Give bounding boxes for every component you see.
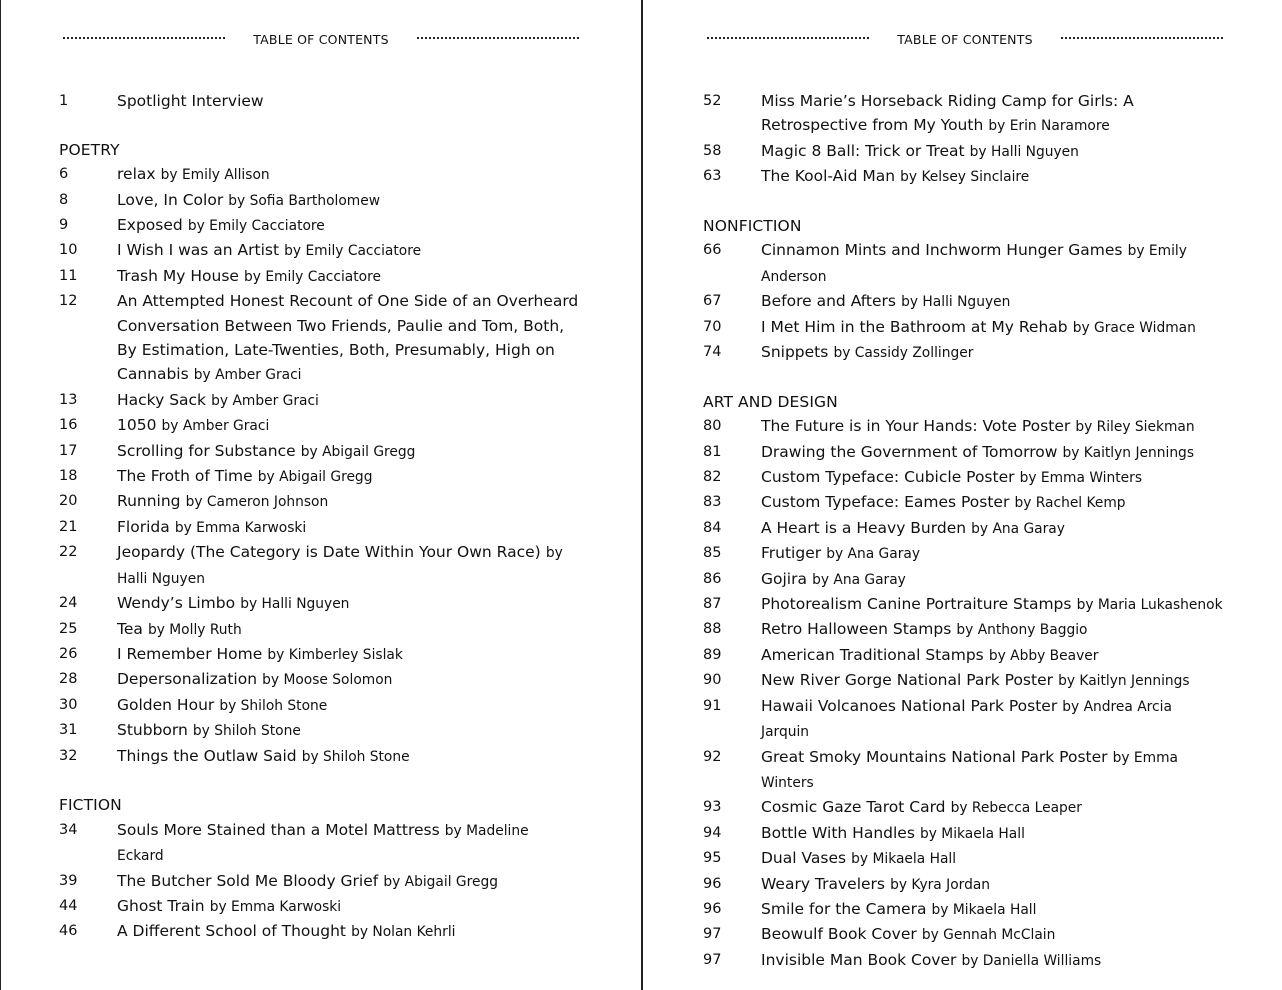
entry-author: by Emily Anderson <box>761 243 1187 285</box>
page-number: 80 <box>703 418 722 435</box>
entry-author: by Emma Winters <box>1019 470 1143 487</box>
page-number: 97 <box>703 951 722 968</box>
entry-author: by Abby Beaver <box>988 647 1099 664</box>
entry-text <box>117 693 579 718</box>
section-heading: ART AND DESIGN <box>703 392 838 411</box>
toc-entry[interactable] <box>59 617 579 642</box>
entry-text <box>761 846 1223 871</box>
entry-title: A Different School of Thought <box>117 922 346 941</box>
entry-text <box>117 188 579 213</box>
dotted-rule-right <box>1061 37 1223 39</box>
section-spacer <box>703 190 1223 214</box>
page-number: 25 <box>59 620 78 637</box>
page-number: 91 <box>703 697 722 714</box>
entry-title: Before and Afters <box>761 292 896 311</box>
page-number: 96 <box>703 875 722 892</box>
entry-title: Retro Halloween Stamps <box>761 620 952 639</box>
entry-author: by Amber Graci <box>211 392 319 409</box>
entry-author: by Erin Naramore <box>988 118 1110 135</box>
entry-text <box>117 464 579 489</box>
toc-entry[interactable] <box>703 567 1223 592</box>
toc-entry[interactable] <box>703 922 1223 947</box>
entry-title: The Kool-Aid Man <box>761 167 896 186</box>
entry-text <box>761 872 1223 897</box>
page-number: 58 <box>703 142 722 159</box>
entry-title: The Butcher Sold Me Bloody Grief <box>117 871 379 890</box>
entry-title: An Attempted Honest Recount of One Side of an Overheard Conversation Between Two Friends, Paulie and Tom, Both, By Estimation, Late-Twenties, Both, Presumably, High on Cannabis <box>117 292 579 384</box>
entry-title: Miss Marie’s Horseback Riding Camp for Girls: A Retrospective from My Youth <box>761 92 1134 135</box>
entry-text <box>117 540 579 591</box>
section-heading: FICTION <box>59 796 122 815</box>
entry-text <box>761 414 1223 439</box>
entry-text <box>117 162 579 187</box>
entry-text <box>117 894 579 919</box>
entry-text <box>761 541 1223 566</box>
entry-title: Spotlight Interview <box>117 92 264 110</box>
entry-author: by Molly Ruth <box>147 621 242 638</box>
entry-text <box>761 490 1223 515</box>
page-number: 46 <box>59 923 78 940</box>
entry-text <box>117 744 579 769</box>
entry-title: I Met Him in the Bathroom at My Rehab <box>761 317 1068 336</box>
toc-entry[interactable] <box>703 846 1223 871</box>
toc-header-left <box>63 30 579 48</box>
toc-entry[interactable] <box>59 388 579 413</box>
book-spine-divider <box>641 0 643 990</box>
toc-entry[interactable] <box>703 643 1223 668</box>
entry-author: by Abigail Gregg <box>383 873 498 890</box>
entry-title: Love, In Color <box>117 190 224 209</box>
page-number: 9 <box>59 217 69 233</box>
entry-title: The Froth of Time <box>117 467 253 486</box>
entry-title: Running <box>117 492 181 511</box>
toc-title: TABLE OF CONTENTS <box>253 31 389 47</box>
entry-author: by Abigail Gregg <box>300 443 416 460</box>
entry-title: Hawaii Volcanoes National Park Poster <box>761 696 1058 715</box>
page-number: 28 <box>59 671 78 688</box>
entry-author: by Mikaela Hall <box>851 851 957 868</box>
entry-author: by Emily Cacciatore <box>284 243 422 260</box>
entry-title: Dual Vases <box>761 849 847 868</box>
page-number: 6 <box>59 166 69 183</box>
toc-entry[interactable] <box>703 238 1223 289</box>
entry-text <box>117 617 579 642</box>
entry-text <box>761 897 1223 922</box>
toc-entry[interactable] <box>59 869 579 894</box>
entry-author: by Rebecca Leaper <box>950 800 1082 817</box>
entry-author: by Halli Nguyen <box>117 545 563 587</box>
toc-entry[interactable] <box>703 315 1223 340</box>
toc-entry[interactable] <box>703 592 1223 617</box>
page-number: 93 <box>703 799 722 816</box>
entry-text <box>761 922 1223 947</box>
toc-entry[interactable] <box>703 89 1223 139</box>
toc-entry[interactable] <box>703 440 1223 465</box>
toc-entry[interactable] <box>59 540 579 591</box>
toc-entry[interactable] <box>703 795 1223 820</box>
entry-author: by Cassidy Zollinger <box>833 345 974 362</box>
entry-title: Florida <box>117 517 170 536</box>
toc-entry[interactable] <box>59 439 579 464</box>
toc-entry[interactable] <box>59 642 579 667</box>
page-number: 44 <box>59 897 78 914</box>
entry-author: by Emma Winters <box>761 749 1178 791</box>
entry-title: Tea <box>117 619 143 638</box>
entry-text <box>117 89 579 113</box>
entry-text <box>117 238 579 263</box>
entry-title: Bottle With Handles <box>761 823 915 842</box>
entry-author: by Ana Garay <box>826 546 920 563</box>
entry-text <box>117 413 579 438</box>
page-number: 34 <box>59 821 78 838</box>
entry-title: I Wish I was an Artist <box>117 241 280 260</box>
page-number: 26 <box>59 645 78 662</box>
page-number: 1 <box>59 93 69 109</box>
toc-list-left <box>59 89 579 945</box>
page-number: 96 <box>703 900 722 917</box>
toc-entry[interactable] <box>703 414 1223 439</box>
page-number: 82 <box>703 469 722 486</box>
page-number: 12 <box>59 293 78 310</box>
dotted-rule-left <box>63 37 225 39</box>
toc-entry[interactable] <box>703 139 1223 164</box>
entry-text <box>761 340 1223 365</box>
section-heading: NONFICTION <box>703 217 802 236</box>
dotted-rule-right <box>417 37 579 39</box>
entry-author: by Rachel Kemp <box>1014 495 1126 512</box>
toc-entry[interactable] <box>59 413 579 438</box>
toc-list-right <box>703 89 1223 973</box>
entry-title: American Traditional Stamps <box>761 645 984 664</box>
entry-text <box>117 388 579 413</box>
page-number: 24 <box>59 595 78 612</box>
entry-text <box>117 642 579 667</box>
entry-text <box>761 89 1223 139</box>
toc-entry[interactable] <box>59 238 579 263</box>
entry-author: by Maria Lukashenok <box>1076 597 1223 614</box>
entry-author: by Halli Nguyen <box>240 596 350 613</box>
entry-author: by Kaitlyn Jennings <box>1062 444 1195 461</box>
entry-text <box>761 238 1223 289</box>
page-number: 13 <box>59 391 78 408</box>
page-number: 16 <box>59 417 78 434</box>
entry-text <box>761 164 1223 189</box>
entry-title: Souls More Stained than a Motel Mattress <box>117 820 440 839</box>
entry-author: by Kelsey Sinclaire <box>900 169 1030 186</box>
toc-entry[interactable] <box>703 668 1223 693</box>
page-number: 83 <box>703 494 722 511</box>
right-page <box>703 0 1223 990</box>
toc-entry[interactable] <box>59 264 579 289</box>
toc-entry[interactable] <box>59 718 579 743</box>
toc-entry[interactable] <box>59 515 579 540</box>
entry-title: The Future is in Your Hands: Vote Poster <box>761 417 1071 436</box>
toc-entry[interactable] <box>59 693 579 718</box>
page-number: 63 <box>703 168 722 185</box>
entry-title: Beowulf Book Cover <box>761 925 917 944</box>
page-number: 32 <box>59 747 78 764</box>
entry-author: by Emily Allison <box>160 167 270 184</box>
entry-title: Exposed <box>117 216 183 234</box>
entry-title: Gojira <box>761 569 807 588</box>
entry-author: by Amber Graci <box>161 418 270 435</box>
entry-title: Jeopardy (The Category is Date Within Your Own Race) <box>117 543 541 562</box>
toc-entry[interactable] <box>703 821 1223 846</box>
entry-text <box>117 289 579 388</box>
entry-title: Great Smoky Mountains National Park Poster <box>761 747 1108 766</box>
toc-entry[interactable] <box>59 667 579 692</box>
entry-title: Weary Travelers <box>761 874 885 893</box>
page-number: 39 <box>59 872 78 889</box>
toc-entry[interactable] <box>59 89 579 113</box>
page-number: 92 <box>703 748 722 765</box>
page-number: 17 <box>59 442 78 459</box>
entry-author: by Shiloh Stone <box>301 748 410 765</box>
entry-text <box>761 315 1223 340</box>
section-spacer <box>59 769 579 793</box>
entry-title: Frutiger <box>761 544 822 563</box>
entry-title: Ghost Train <box>117 896 205 915</box>
page-number: 8 <box>59 191 69 208</box>
entry-author: by Anthony Baggio <box>956 622 1088 639</box>
entry-title: New River Gorge National Park Poster <box>761 671 1053 690</box>
entry-text <box>117 818 579 869</box>
page-number: 67 <box>703 293 722 310</box>
entry-title: 1050 <box>117 416 157 435</box>
entry-text <box>761 139 1223 164</box>
entry-author: by Shiloh Stone <box>192 723 301 740</box>
entry-author: by Cameron Johnson <box>185 494 329 511</box>
entry-author: by Kyra Jordan <box>890 876 991 893</box>
entry-author: by Ana Garay <box>971 520 1065 537</box>
entry-text <box>761 668 1223 693</box>
entry-title: Golden Hour <box>117 695 215 714</box>
entry-text <box>117 264 579 289</box>
entry-author: by Kimberley Sislak <box>267 646 403 663</box>
page-number: 30 <box>59 696 78 713</box>
page-number: 89 <box>703 646 722 663</box>
entry-author: by Riley Siekman <box>1075 419 1195 436</box>
entry-text <box>761 592 1223 617</box>
entry-text <box>761 795 1223 820</box>
entry-title: Magic 8 Ball: Trick or Treat <box>761 141 965 160</box>
toc-title: TABLE OF CONTENTS <box>897 31 1033 47</box>
entry-author: by Grace Widman <box>1072 319 1196 336</box>
page-number: 97 <box>703 926 722 943</box>
entry-author: by Madeline Eckard <box>117 822 529 865</box>
page-number: 52 <box>703 93 722 109</box>
page-number: 94 <box>703 824 722 841</box>
entry-author: by Daniella Williams <box>961 952 1102 969</box>
entry-author: by Nolan Kehrli <box>351 924 456 941</box>
toc-entry[interactable] <box>703 164 1223 189</box>
toc-entry[interactable] <box>703 465 1223 490</box>
toc-entry[interactable] <box>59 289 579 388</box>
entry-title: Things the Outlaw Said <box>117 746 297 765</box>
page-number: 18 <box>59 468 78 485</box>
entry-author: by Abigail Gregg <box>257 469 373 486</box>
entry-title: A Heart is a Heavy Burden <box>761 518 967 537</box>
entry-title: Smile for the Camera <box>761 899 927 918</box>
page-number: 87 <box>703 596 722 613</box>
page-number: 21 <box>59 518 78 535</box>
page-number: 70 <box>703 318 722 335</box>
entry-text <box>117 667 579 692</box>
entry-text <box>117 718 579 743</box>
page-number: 90 <box>703 672 722 689</box>
entry-text <box>117 489 579 514</box>
entry-text <box>761 694 1223 745</box>
entry-title: Depersonalization <box>117 670 258 689</box>
entry-title: Trash My House <box>117 266 239 285</box>
entry-author: by Gennah McClain <box>921 927 1056 944</box>
toc-entry[interactable] <box>703 541 1223 566</box>
entry-text <box>761 289 1223 314</box>
entry-title: I Remember Home <box>117 644 263 663</box>
toc-entry[interactable] <box>59 213 579 238</box>
toc-entry[interactable] <box>703 340 1223 365</box>
entry-author: by Emma Karwoski <box>209 898 342 915</box>
toc-entry[interactable] <box>703 694 1223 745</box>
entry-author: by Kaitlyn Jennings <box>1058 673 1190 690</box>
page-number: 11 <box>59 267 78 284</box>
toc-entry[interactable] <box>703 617 1223 642</box>
entry-text <box>761 617 1223 642</box>
entry-title: Stubborn <box>117 721 188 740</box>
page-edge-left <box>0 0 1 990</box>
entry-author: by Mikaela Hall <box>920 825 1025 842</box>
toc-entry[interactable] <box>59 489 579 514</box>
entry-title: Custom Typeface: Eames Poster <box>761 493 1010 512</box>
entry-text <box>117 591 579 616</box>
entry-title: Custom Typeface: Cubicle Poster <box>761 468 1015 487</box>
entry-title: Cinnamon Mints and Inchworm Hunger Games <box>761 241 1123 260</box>
left-page <box>59 0 579 990</box>
entry-title: Scrolling for Substance <box>117 441 296 460</box>
entry-author: by Emily Cacciatore <box>244 268 381 285</box>
section-spacer <box>59 113 579 137</box>
entry-text <box>761 948 1223 973</box>
toc-entry[interactable] <box>59 744 579 769</box>
entry-title: Wendy’s Limbo <box>117 594 236 613</box>
entry-title: Invisible Man Book Cover <box>761 950 957 969</box>
entry-author: by Mikaela Hall <box>931 901 1037 918</box>
page-number: 31 <box>59 722 78 739</box>
entry-text <box>117 919 579 944</box>
entry-author: by Emily Cacciatore <box>187 218 325 234</box>
page-number: 85 <box>703 545 722 562</box>
entry-text <box>117 869 579 894</box>
page-number: 20 <box>59 493 78 510</box>
page-number: 74 <box>703 344 722 361</box>
entry-title: Drawing the Government of Tomorrow <box>761 442 1058 461</box>
entry-text <box>761 440 1223 465</box>
entry-author: by Moose Solomon <box>262 672 393 689</box>
page-number: 81 <box>703 443 722 460</box>
toc-entry[interactable] <box>703 490 1223 515</box>
entry-author: by Andrea Arcia Jarquin <box>761 698 1172 741</box>
entry-text <box>761 465 1223 490</box>
entry-author: by Sofia Bartholomew <box>228 192 381 209</box>
toc-entry[interactable] <box>703 289 1223 314</box>
entry-text <box>761 821 1223 846</box>
toc-entry[interactable] <box>703 872 1223 897</box>
toc-entry[interactable] <box>59 919 579 944</box>
page-number: 95 <box>703 850 722 867</box>
toc-header-right <box>707 30 1223 48</box>
entry-title: Photorealism Canine Portraiture Stamps <box>761 595 1072 614</box>
page-number: 84 <box>703 519 722 536</box>
entry-author: by Shiloh Stone <box>219 697 328 714</box>
entry-title: relax <box>117 165 156 184</box>
page-number: 66 <box>703 242 722 259</box>
toc-entry[interactable] <box>703 745 1223 796</box>
toc-entry[interactable] <box>59 162 579 187</box>
entry-text <box>761 745 1223 796</box>
entry-author: by Ana Garay <box>812 571 906 588</box>
toc-entry[interactable] <box>59 894 579 919</box>
entry-text <box>761 516 1223 541</box>
toc-entry[interactable] <box>59 591 579 616</box>
entry-text <box>117 213 579 238</box>
entry-author: by Emma Karwoski <box>174 519 307 536</box>
toc-entry[interactable] <box>59 464 579 489</box>
page-number: 10 <box>59 242 78 259</box>
section-spacer <box>703 365 1223 389</box>
page-number: 22 <box>59 544 78 561</box>
entry-title: Hacky Sack <box>117 390 207 409</box>
section-heading: POETRY <box>59 140 120 159</box>
toc-entry[interactable] <box>59 818 579 869</box>
entry-text <box>117 515 579 540</box>
entry-text <box>761 567 1223 592</box>
page-number: 86 <box>703 570 722 587</box>
entry-title: Cosmic Gaze Tarot Card <box>761 798 946 817</box>
toc-entry[interactable] <box>703 897 1223 922</box>
toc-entry[interactable] <box>703 516 1223 541</box>
page-number: 88 <box>703 621 722 638</box>
entry-title: Snippets <box>761 343 829 362</box>
toc-entry[interactable] <box>59 188 579 213</box>
dotted-rule-left <box>707 37 869 39</box>
toc-entry[interactable] <box>703 948 1223 973</box>
entry-author: by Halli Nguyen <box>969 143 1079 160</box>
entry-text <box>761 643 1223 668</box>
entry-text <box>117 439 579 464</box>
entry-author: by Halli Nguyen <box>901 294 1011 311</box>
entry-author: by Amber Graci <box>193 367 302 384</box>
